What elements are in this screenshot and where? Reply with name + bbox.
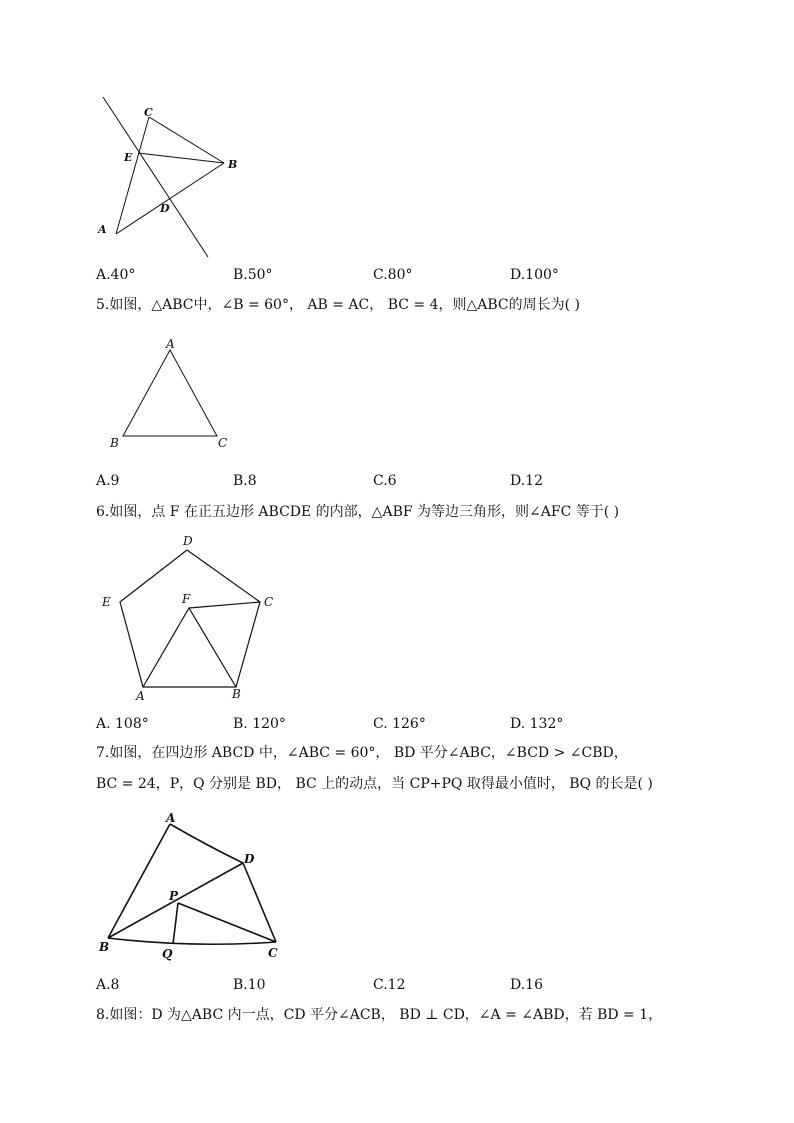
q7-label-d: D — [244, 852, 255, 866]
q6-diagram — [96, 532, 286, 707]
q6-options — [96, 716, 696, 736]
q7-option-d[interactable]: D.16 — [510, 977, 543, 993]
q4-diagram — [96, 92, 246, 262]
q7-label-a: A — [166, 811, 176, 825]
q5-option-d[interactable]: D.12 — [510, 473, 543, 489]
q5-diagram — [108, 336, 238, 454]
q7-diagram — [96, 806, 296, 966]
q4-option-d[interactable]: D.100° — [510, 267, 559, 283]
q4-side-ab — [116, 163, 224, 234]
q7-label-q: Q — [162, 947, 173, 961]
q7-segment-pq — [173, 903, 178, 944]
q5-option-a[interactable]: A.9 — [96, 473, 120, 489]
q7-label-b: B — [99, 940, 110, 954]
q5-option-b[interactable]: B.8 — [233, 473, 257, 489]
q6-option-d[interactable]: D. 132° — [510, 716, 564, 732]
q7-option-a[interactable]: A.8 — [96, 977, 120, 993]
q7-options — [96, 977, 696, 997]
q4-label-d: D — [160, 202, 170, 215]
q6-label-d: D — [183, 534, 193, 548]
q6-label-a: A — [136, 689, 145, 703]
q7-stem-line2: BC = 24，P，Q 分别是 BD， BC 上的动点，当 CP+PQ 取得最小值时， BQ 的长是( ) — [96, 776, 653, 792]
q6-pentagon — [120, 550, 260, 687]
q4-figure — [96, 92, 246, 262]
q7-stem-line1: 7.如图，在四边形 ABCD 中，∠ABC = 60°， BD 平分∠ABC，∠BCD > ∠CBD， — [96, 745, 628, 761]
q6-label-b: B — [232, 687, 241, 701]
q5-option-c[interactable]: C.6 — [373, 473, 397, 489]
q7-option-c[interactable]: C.12 — [373, 977, 406, 993]
q4-segment-eb — [138, 153, 224, 163]
q4-label-e: E — [124, 151, 133, 164]
q4-options — [96, 267, 696, 287]
q4-option-a[interactable]: A.40° — [96, 267, 136, 283]
q6-label-f: F — [182, 592, 191, 606]
q6-label-e: E — [102, 595, 111, 609]
q4-label-a: A — [98, 223, 107, 236]
q6-equilateral-triangle — [143, 608, 236, 687]
q6-segment-fc — [189, 602, 260, 608]
q4-option-b[interactable]: B.50° — [233, 267, 273, 283]
q7-label-c: C — [268, 946, 278, 960]
q6-label-c: C — [264, 595, 274, 609]
q8-stem: 8.如图：D 为△ABC 内一点，CD 平分∠ACB， BD ⊥ CD，∠A = ∠ABD，若 BD = 1， — [96, 1007, 663, 1023]
q5-triangle — [123, 350, 217, 436]
q5-options — [96, 473, 696, 493]
q7-side-ad — [170, 824, 243, 863]
q7-side-bc — [108, 938, 276, 944]
q4-side-ac — [116, 117, 149, 234]
q7-label-p: P — [169, 889, 179, 903]
q5-stem: 5.如图，△ABC中，∠B = 60°， AB = AC， BC = 4，则△ABC的周长为( ) — [96, 297, 581, 313]
q4-label-c: C — [144, 106, 153, 119]
q6-stem: 6.如图，点 F 在正五边形 ABCDE 的内部，△ABF 为等边三角形，则∠AFC 等于( ) — [96, 504, 620, 520]
q6-option-c[interactable]: C. 126° — [373, 716, 426, 732]
q7-figure — [96, 806, 296, 966]
q5-label-c: C — [218, 436, 228, 450]
q4-label-b: B — [228, 158, 238, 171]
q6-figure — [96, 532, 286, 707]
q6-option-b[interactable]: B. 120° — [233, 716, 286, 732]
q7-option-b[interactable]: B.10 — [233, 977, 266, 993]
q4-side-cb — [149, 117, 224, 163]
q6-option-a[interactable]: A. 108° — [96, 716, 149, 732]
q5-figure — [108, 336, 238, 454]
q4-option-c[interactable]: C.80° — [373, 267, 413, 283]
q5-label-b: B — [110, 436, 119, 450]
q5-label-a: A — [166, 337, 175, 351]
